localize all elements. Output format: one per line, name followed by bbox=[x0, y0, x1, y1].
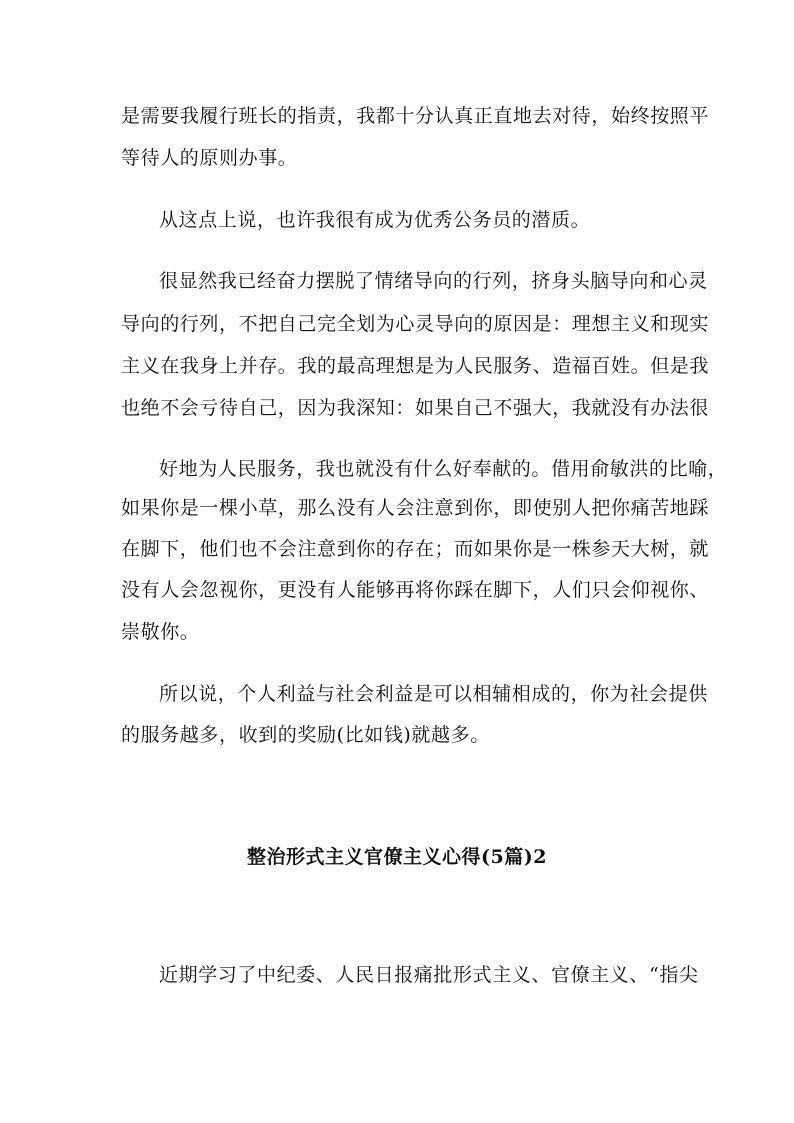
paragraph-line: 近期学习了中纪委、人民日报痛批形式主义、官僚主义、“指尖 bbox=[159, 964, 699, 986]
paragraph-line: 的服务越多，收到的奖励(比如钱)就越多。 bbox=[121, 724, 490, 746]
paragraph-line: 主义在我身上并存。我的最高理想是为人民服务、造福百姓。但是我 bbox=[121, 355, 710, 377]
paragraph-line: 所以说，个人利益与社会利益是可以相辅相成的，你为社会提供 bbox=[159, 683, 708, 705]
section-title: 整治形式主义官僚主义心得(5篇)2 bbox=[247, 846, 547, 868]
paragraph-line: 等待人的原则办事。 bbox=[121, 147, 298, 169]
paragraph-line: 崇敬你。 bbox=[121, 621, 200, 643]
paragraph-line: 好地为人民服务，我也就没有什么好奉献的。借用俞敏洪的比喻， bbox=[159, 458, 728, 480]
paragraph-line: 也绝不会亏待自己，因为我深知：如果自己不强大，我就没有办法很 bbox=[121, 397, 710, 419]
paragraph-line: 在脚下，他们也不会注意到你的存在；而如果你是一株参天大树，就 bbox=[121, 538, 710, 560]
paragraph-line: 是需要我履行班长的指责，我都十分认真正直地去对待，始终按照平 bbox=[121, 105, 710, 127]
paragraph-line: 很显然我已经奋力摆脱了情绪导向的行列，挤身头脑导向和心灵 bbox=[159, 270, 708, 292]
paragraph-line: 没有人会忽视你，更没有人能够再将你踩在脚下，人们只会仰视你、 bbox=[121, 579, 710, 601]
paragraph-line: 导向的行列，不把自己完全划为心灵导向的原因是：理想主义和现实 bbox=[121, 313, 710, 335]
paragraph-line: 从这点上说，也许我很有成为优秀公务员的潜质。 bbox=[159, 209, 591, 231]
paragraph-line: 如果你是一棵小草，那么没有人会注意到你，即使别人把你痛苦地踩 bbox=[121, 497, 710, 519]
